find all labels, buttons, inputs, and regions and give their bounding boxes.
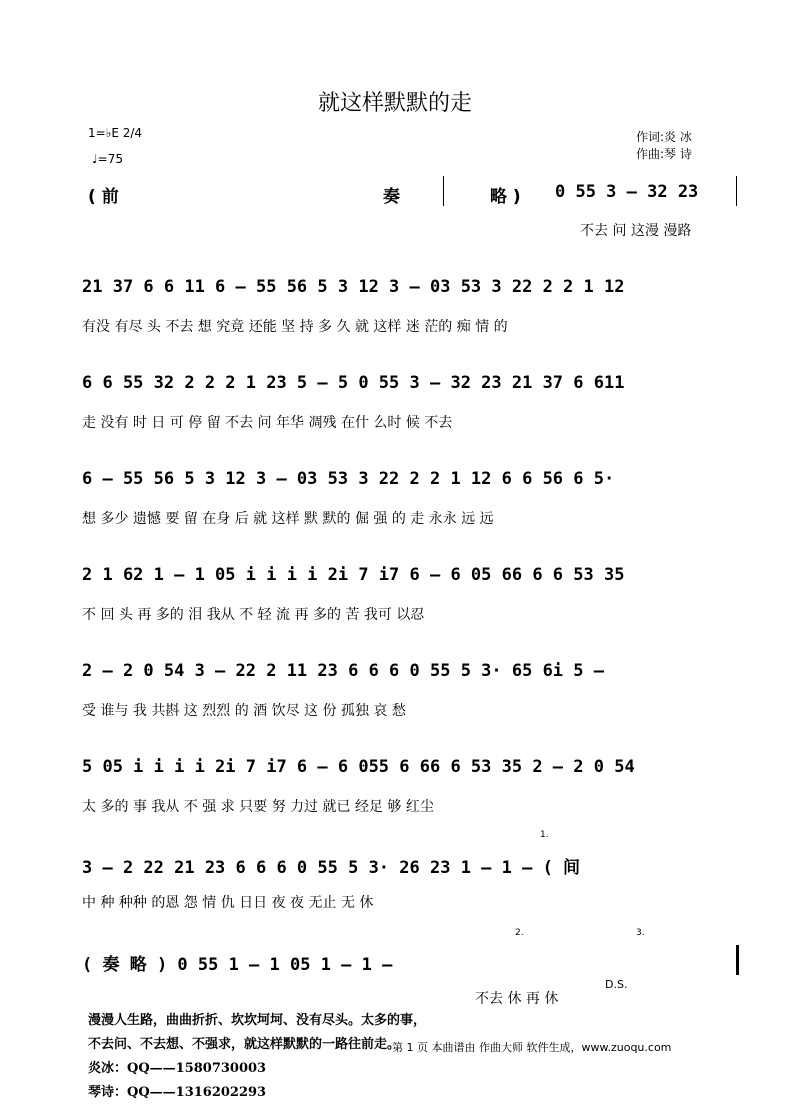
footer-contact-1: 炎冰：QQ——1580730003	[88, 1061, 267, 1076]
page-number: 第 1 页	[392, 1041, 428, 1054]
composer-credit: 作曲:琴 诗	[636, 147, 692, 161]
score-row-3: 6 – 55 56 5 3 12 3 – 03 53 3 22 2 2 1 12 6 6 56 6 5·	[82, 469, 615, 489]
page-title: 就这样默默的走	[317, 91, 472, 116]
lyric-row-5: 受 谁与 我 共斟 这 烈烈 的 酒 饮尽 这 份 孤独 哀 愁	[82, 703, 406, 719]
lyric-row-7: 中 种 种种 的恩 怨 情 仇 日日 夜 夜 无止 无 休	[82, 895, 374, 911]
score-row-2: 6 6 55 32 2 2 2 1 23 5 – 5 0 55 3 – 32 23 21 37 6 611	[82, 373, 625, 393]
intro-open: ( 前	[88, 187, 119, 207]
footer-generator	[392, 1039, 671, 1055]
score-row-1: 21 37 6 6 11 6 – 55 56 5 3 12 3 – 03 53 3 22 2 2 1 12	[82, 277, 625, 297]
lyric-row-6: 太 多的 事 我从 不 强 求 只要 努 力过 就已 经足 够 红尘	[82, 799, 434, 815]
tempo-marking: ♩=75	[92, 152, 123, 166]
volta-second: 2.	[515, 928, 524, 938]
intro-close: 略 )	[490, 187, 521, 207]
footer-line-2: 不去问、不去想、不强求，就这样默默的一路往前走。	[88, 1037, 401, 1052]
footer-contact-2: 琴诗：QQ——1316202293	[88, 1085, 267, 1100]
score-row-5: 2 – 2 0 54 3 – 22 2 11 23 6 6 6 0 55 5 3· 65 6i 5 –	[82, 661, 604, 681]
intro-mid: 奏	[383, 187, 400, 207]
lyricist-credit: 作词:炎 冰	[636, 130, 692, 144]
score-row-8: ( 奏 略 ) 0 55 1 – 1 05 1 – 1 –	[82, 955, 393, 975]
lyric-row-2: 走 没有 时 日 可 停 留 不去 问 年华 凋残 在什 么时 候 不去	[82, 415, 453, 431]
key-signature: 1=♭E 2/4	[88, 126, 143, 140]
volta-first: 1.	[540, 830, 549, 840]
final-barline	[736, 945, 739, 975]
score-row-7: 3 – 2 22 21 23 6 6 6 0 55 5 3· 26 23 1 – 1 – ( 间	[82, 858, 581, 878]
score-row-4: 2 1 62 1 – 1 05 i i i i 2i 7 i7 6 – 6 05 66 6 6 53 35	[82, 565, 625, 585]
score-row-6: 5 05 i i i i 2i 7 i7 6 – 6 055 6 66 6 53 35 2 – 2 0 54	[82, 757, 635, 777]
lyric-row-1: 有没 有尽 头 不去 想 究竟 还能 坚 持 多 久 就 这样 迷 茫的 痴 情 的	[82, 319, 508, 335]
lyric-row-8: 不去 休 再 休	[475, 991, 559, 1007]
ds-mark: D.S.	[605, 978, 628, 991]
lyric-row-4: 不 回 头 再 多的 泪 我从 不 轻 流 再 多的 苦 我可 以忍	[82, 607, 425, 623]
generator-note: 本曲谱由 作曲大师 软件生成，www.zuoqu.com	[431, 1041, 672, 1054]
intro-lyric: 不去 问 这漫 漫路	[580, 223, 692, 239]
barline-end-intro	[736, 176, 737, 206]
barline	[443, 176, 444, 206]
lyric-row-3: 想 多少 遗憾 要 留 在身 后 就 这样 默 默的 倔 强 的 走 永永 远 远	[82, 511, 494, 527]
volta-third: 3.	[636, 928, 645, 938]
footer-line-1: 漫漫人生路，曲曲折折、坎坎坷坷、没有尽头。太多的事，	[88, 1013, 427, 1028]
intro-notes: 0 55 3 – 32 23	[555, 182, 699, 202]
